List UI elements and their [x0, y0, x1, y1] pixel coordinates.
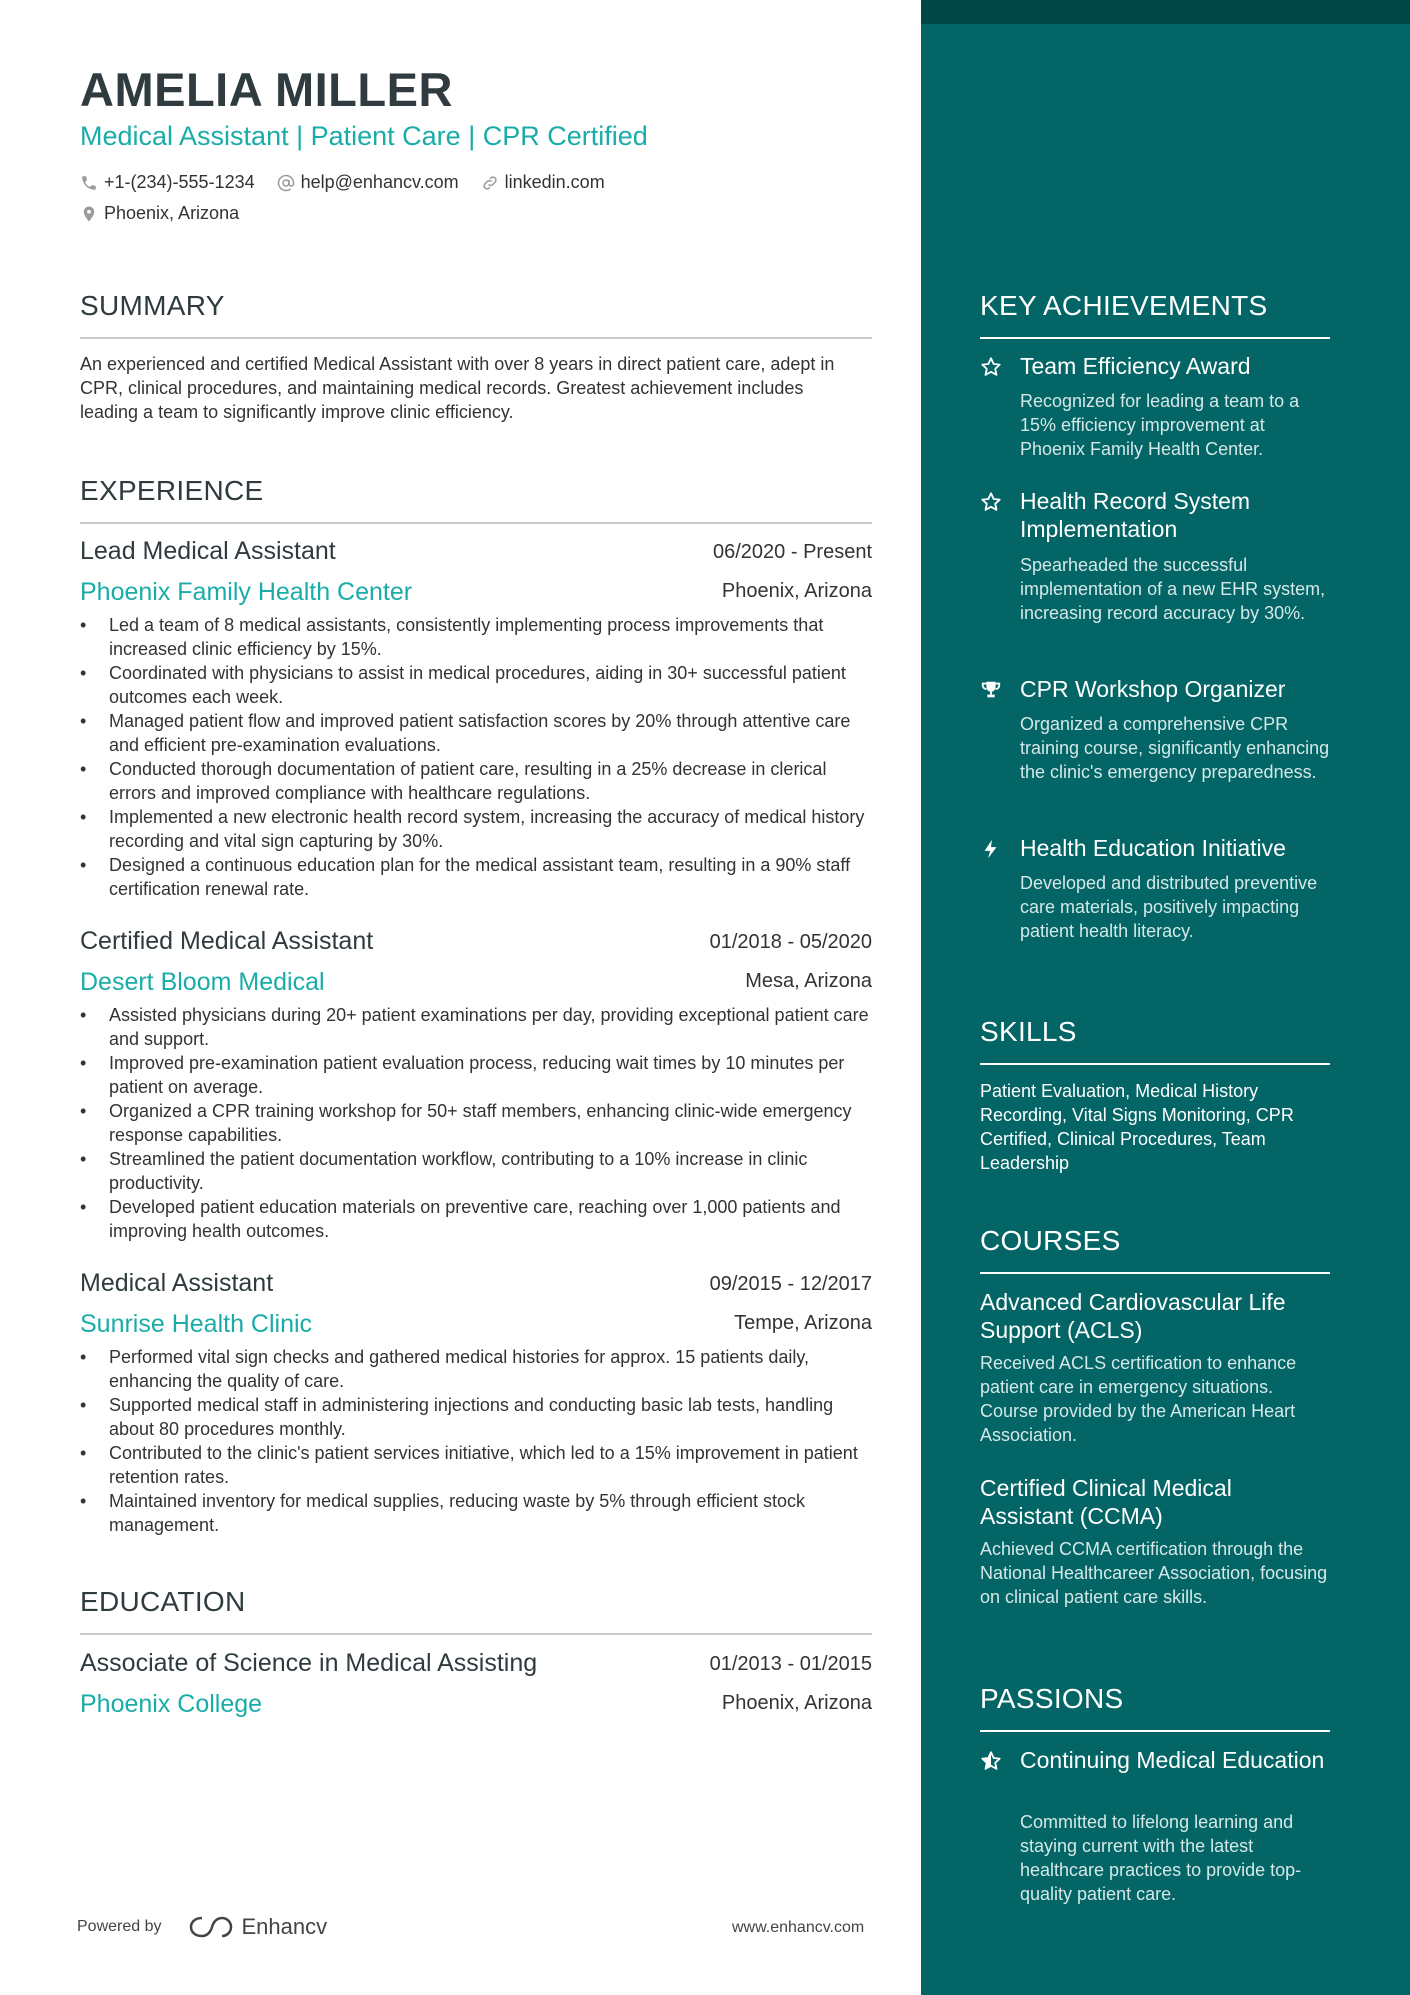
course-desc: Achieved CCMA certification through the National Healthcareer Association, focusing on clinical patient care skills.: [980, 1539, 1328, 1607]
bullet-item: • Improved pre-examination patient evaluation process, reducing wait times by 10 minutes per patient on average.: [80, 1051, 872, 1099]
achievements-heading: KEY ACHIEVEMENTS: [980, 290, 1268, 321]
bullet-item: • Designed a continuous education plan for the medical assistant team, resulting in a 90% staff certification renewal rate.: [80, 853, 872, 901]
location-text: Phoenix, Arizona: [104, 203, 240, 223]
location-pin-icon: [80, 205, 98, 223]
achievement-desc: Recognized for leading a team to a 15% efficiency improvement at Phoenix Family Health Center.: [1020, 391, 1300, 459]
job-bullets: [80, 1003, 872, 1243]
experience-divider: [80, 522, 872, 524]
degree-title: Associate of Science in Medical Assisting: [80, 1649, 538, 1677]
phone-icon: [80, 174, 98, 192]
achievements-divider: [980, 337, 1330, 339]
achievement-title: CPR Workshop Organizer: [1020, 676, 1286, 702]
course-desc: Received ACLS certification to enhance patient care in emergency situations. Course provided by the American Heart Association.: [980, 1353, 1297, 1445]
bullet-item: • Managed patient flow and improved patient satisfaction scores by 20% through attentive care and efficient pre-examination evaluations.: [80, 709, 872, 757]
course-title: Certified Clinical Medical Assistant (CCMA): [980, 1475, 1232, 1529]
experience-heading: EXPERIENCE: [80, 475, 264, 506]
candidate-tagline: Medical Assistant | Patient Care | CPR Certified: [80, 121, 648, 151]
job-title: Certified Medical Assistant: [80, 927, 374, 955]
passion-title: Continuing Medical Education: [1020, 1747, 1325, 1773]
passion-desc: Committed to lifelong learning and staying current with the latest healthcare practices to provide top-quality patient care.: [1020, 1812, 1302, 1904]
star-icon: [980, 356, 1002, 378]
achievement-desc: Organized a comprehensive CPR training course, significantly enhancing the clinic's emergency preparedness.: [1020, 714, 1330, 782]
enhancv-brand-text: Enhancv: [241, 1914, 328, 1939]
courses-divider: [980, 1272, 1330, 1274]
job-dates: 01/2018 - 05/2020: [709, 931, 872, 953]
course-title: Advanced Cardiovascular Life Support (ACLS): [980, 1289, 1286, 1343]
email-text: help@enhancv.com: [300, 172, 459, 192]
bullet-item: • Coordinated with physicians to assist in medical procedures, aiding in 30+ successful patient outcomes each week.: [80, 661, 872, 709]
bullet-item: • Developed patient education materials on preventive care, reaching over 1,000 patients and improving health outcomes.: [80, 1195, 872, 1243]
contact-phone[interactable]: [80, 172, 255, 193]
job-dates: 06/2020 - Present: [713, 541, 872, 563]
job-title: Medical Assistant: [80, 1269, 274, 1297]
bullet-item: • Conducted thorough documentation of patient care, resulting in a 25% decrease in clerical errors and improved compliance with healthcare regulations.: [80, 757, 872, 805]
sidebar-top-bar: [921, 0, 1410, 24]
enhancv-logo-icon: [188, 1914, 234, 1940]
lightning-icon: [980, 838, 1002, 860]
job-location: Mesa, Arizona: [745, 970, 872, 992]
bullet-item: • Supported medical staff in administering injections and conducting basic lab tests, handling about 80 procedures monthly.: [80, 1393, 872, 1441]
star-icon: [980, 491, 1002, 513]
skills-divider: [980, 1063, 1330, 1065]
phone-text: +1-(234)-555-1234: [104, 172, 255, 192]
courses-heading: COURSES: [980, 1225, 1121, 1256]
contact-location: [80, 203, 239, 224]
job-company: Sunrise Health Clinic: [80, 1310, 313, 1338]
achievement-title: Health Record System Implementation: [1020, 488, 1251, 542]
skills-list: Patient Evaluation, Medical History Recording, Vital Signs Monitoring, CPR Certified, Clinical Procedures, Team Leadership: [980, 1081, 1294, 1173]
job-bullets: [80, 613, 872, 901]
bullet-item: • Performed vital sign checks and gathered medical histories for approx. 15 patients daily, enhancing the quality of care.: [80, 1345, 872, 1393]
education-divider: [80, 1633, 872, 1635]
at-icon: [277, 174, 295, 192]
half-star-icon: [980, 1750, 1002, 1772]
job-location: Tempe, Arizona: [734, 1312, 872, 1334]
job-company: Desert Bloom Medical: [80, 968, 325, 996]
bullet-item: • Implemented a new electronic health record system, increasing the accuracy of medical history recording and vital sign capturing by 30%.: [80, 805, 872, 853]
trophy-icon: [980, 679, 1002, 701]
job-title: Lead Medical Assistant: [80, 537, 336, 565]
skills-heading: SKILLS: [980, 1016, 1077, 1047]
link-icon: [481, 174, 499, 192]
achievement-title: Health Education Initiative: [1020, 835, 1286, 861]
achievement-desc: Developed and distributed preventive care materials, positively impacting patient health literacy.: [1020, 873, 1318, 941]
achievement-desc: Spearheaded the successful implementation of a new EHR system, increasing record accuracy by 30%.: [1020, 555, 1326, 623]
contact-link[interactable]: [481, 172, 605, 193]
link-text: linkedin.com: [504, 172, 605, 192]
achievement-title: Team Efficiency Award: [1020, 353, 1251, 379]
contact-row-1: [80, 172, 627, 193]
bullet-item: • Organized a CPR training workshop for 50+ staff members, enhancing clinic-wide emergency response capabilities.: [80, 1099, 872, 1147]
passions-divider: [980, 1730, 1330, 1732]
summary-heading: SUMMARY: [80, 290, 225, 321]
bullet-item: • Streamlined the patient documentation workflow, contributing to a 10% increase in clinic productivity.: [80, 1147, 872, 1195]
job-company: Phoenix Family Health Center: [80, 578, 413, 606]
footer-powered-by: [77, 1914, 327, 1940]
powered-by-text: Powered by: [77, 1918, 162, 1935]
bullet-item: • Assisted physicians during 20+ patient examinations per day, providing exceptional patient care and support.: [80, 1003, 872, 1051]
school-location: Phoenix, Arizona: [721, 1692, 872, 1714]
passions-heading: PASSIONS: [980, 1683, 1124, 1714]
bullet-item: • Contributed to the clinic's patient services initiative, which led to a 15% improvement in patient retention rates.: [80, 1441, 872, 1489]
school-name: Phoenix College: [80, 1690, 263, 1718]
education-dates: 01/2013 - 01/2015: [709, 1653, 872, 1675]
bullet-item: • Led a team of 8 medical assistants, consistently implementing process improvements that increased clinic efficiency by 15%.: [80, 613, 872, 661]
contact-row-2: [80, 203, 261, 224]
education-heading: EDUCATION: [80, 1586, 246, 1617]
bullet-item: • Maintained inventory for medical supplies, reducing waste by 5% through efficient stock management.: [80, 1489, 872, 1537]
job-dates: 09/2015 - 12/2017: [709, 1273, 872, 1295]
job-bullets: [80, 1345, 872, 1537]
contact-email[interactable]: [277, 172, 459, 193]
footer-website[interactable]: www.enhancv.com: [732, 1919, 865, 1936]
candidate-name: AMELIA MILLER: [80, 63, 453, 116]
job-location: Phoenix, Arizona: [721, 580, 872, 602]
summary-divider: [80, 337, 872, 339]
summary-text: An experienced and certified Medical Assistant with over 8 years in direct patient care, adept in CPR, clinical procedures, and maintaining medical records. Greatest achievement includes leading a team to significantly improve clinic efficiency.: [80, 354, 835, 422]
